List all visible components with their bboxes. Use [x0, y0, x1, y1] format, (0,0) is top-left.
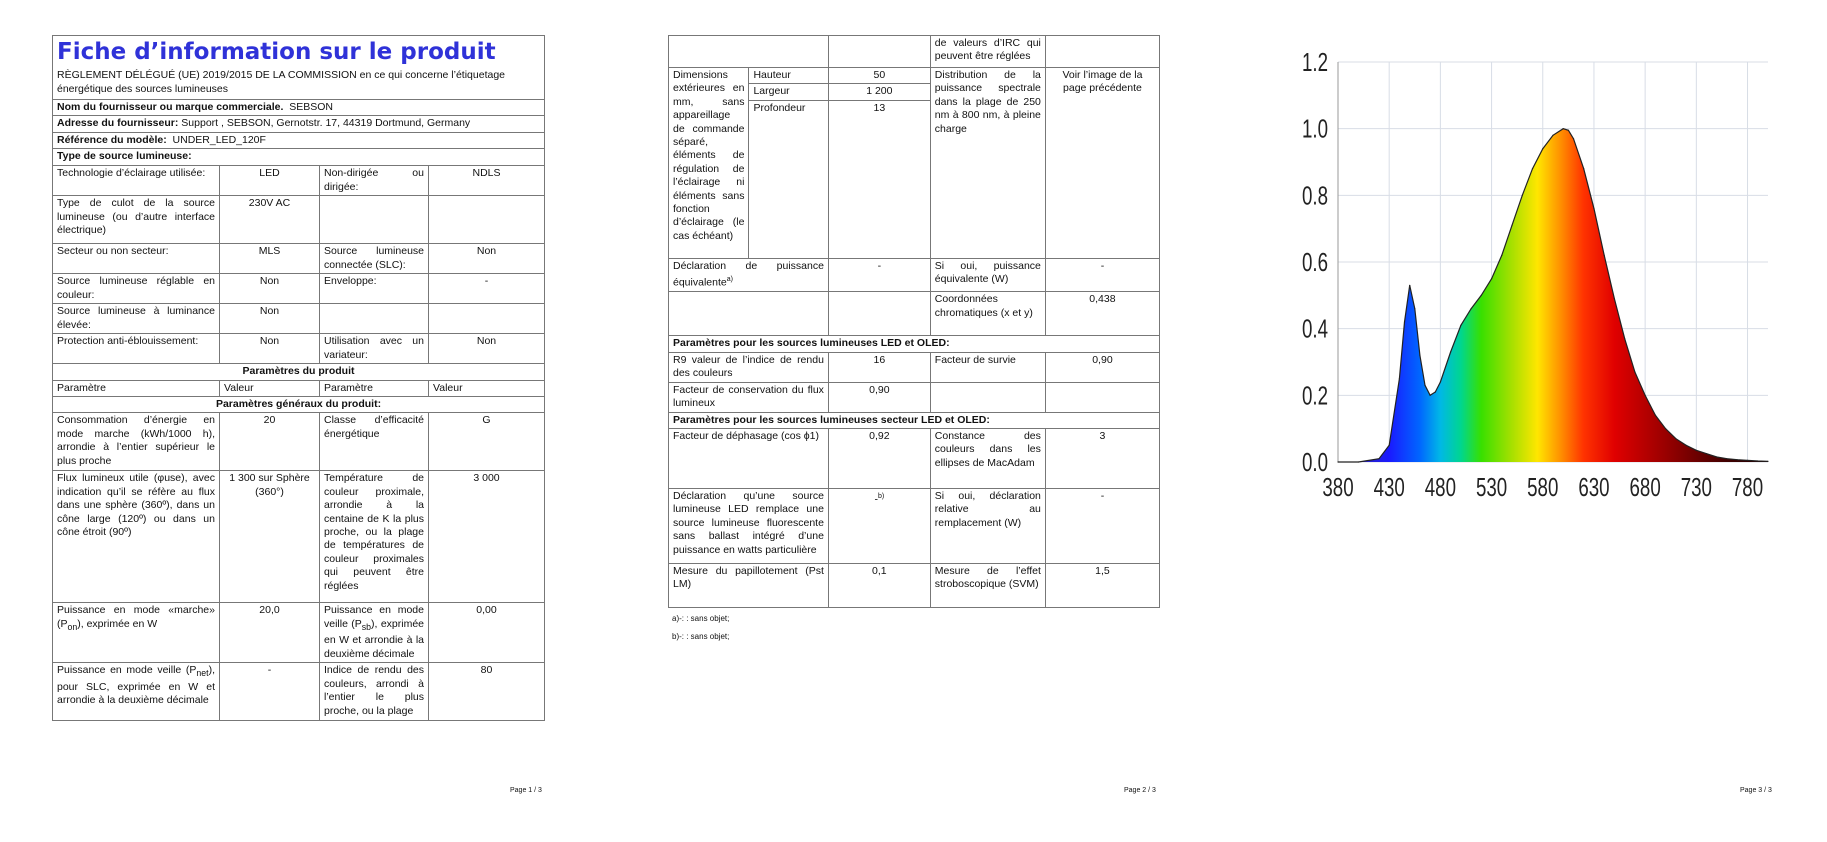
y-tick-label: 0.8	[1301, 180, 1328, 211]
y-tick-label: 1.0	[1301, 113, 1328, 144]
table-row: Largeur 1 200	[669, 84, 1160, 100]
spectrum-point	[1563, 128, 1564, 129]
spectrum-point	[1675, 438, 1676, 439]
table-row: Déclaration de puissance équivalente$^{a)}$ - Si oui, puissance équivalente (W) -	[669, 258, 1160, 291]
spectrum-point	[1665, 428, 1666, 429]
table-row: Consommation d’énergie en mode marche (kWh/1000 h), arrondie à l’entier supérieur le plus proche 20 Classe d’efficacité énergétique G	[53, 413, 545, 471]
mains-heading: Paramètres pour les sources lumineuses secteur LED et OLED:	[669, 412, 1160, 428]
spectrum-point	[1414, 308, 1415, 309]
y-tick-label: 0.4	[1301, 313, 1328, 344]
dimensions-row: Dimensions extérieures en mm, sans appareillage de commande séparé, éléments de régulation de l’éclairage ni éléments sans fonction d’éclairage (le cas échéant) Hauteur 50 Distribution de la puissance spectrale dans la plage de 250 nm à 800 nm, à pleine charge Voir l’image de la page précédente	[669, 68, 1160, 84]
page-number-1: Page 1 / 3	[510, 787, 542, 794]
table-row: Source lumineuse à luminance élevée: Non	[53, 304, 545, 334]
spectrum-point	[1716, 456, 1717, 457]
spectrum-point	[1424, 385, 1425, 386]
x-tick-label: 430	[1373, 471, 1405, 502]
table-row: R9 valeur de l’indice de rendu des couleurs 16 Facteur de survie 0,90	[669, 352, 1160, 382]
y-tick-label: 0.0	[1301, 446, 1328, 477]
spectrum-point	[1552, 135, 1553, 136]
table-row: Secteur ou non secteur: MLS Source lumineuse connectée (SLC): Non	[53, 244, 545, 274]
table-row: Puissance en mode «marche» $(P_{on})$, exprimée en W 20,0 Puissance en mode veille $(P_{sb})$, exprimée en W et arrondie à la deuxième décimale 0,00	[53, 603, 545, 663]
y-tick-label: 0.6	[1301, 246, 1328, 277]
page-number-2: Page 2 / 3	[1124, 787, 1156, 794]
table-row: Type de culot de la source lumineuse (ou d’autre interface électrique) 230V AC	[53, 196, 545, 244]
spectrum-point	[1573, 138, 1574, 139]
spectrum-point	[1737, 459, 1738, 460]
spectrum-point	[1645, 395, 1646, 396]
spectrum-point	[1430, 395, 1431, 396]
x-tick-label: 780	[1731, 471, 1764, 502]
spectrum-point	[1593, 208, 1594, 209]
y-tick-label: 1.2	[1301, 46, 1328, 77]
supplier-value: SEBSON	[289, 101, 333, 113]
table-row: Mesure du papillotement (Pst LM) 0,1 Mesure de l’effet stroboscopique (SVM) 1,5	[669, 563, 1160, 607]
spectrum-area	[1338, 129, 1768, 462]
product-params-heading: Paramètres du produit	[53, 364, 545, 380]
spectrum-point	[1501, 255, 1502, 256]
spectrum-point	[1419, 355, 1420, 356]
page-2	[668, 35, 1163, 800]
x-tick-label: 480	[1424, 471, 1456, 502]
table-row: de valeurs d’IRC qui peuvent être réglées	[669, 36, 1160, 68]
led-oled-heading: Paramètres pour les sources lumineuses LED et OLED:	[669, 336, 1160, 352]
spectrum-point	[1399, 378, 1400, 379]
table-row: Puissance en mode veille $(P_{net})$, pour SLC, exprimée en W et arrondie à la deuxième décimale - Indice de rendu des couleurs, arrondi à l’entier le plus proche, ou la plage 80	[53, 663, 545, 721]
spectrum-point	[1568, 130, 1569, 131]
spectrum-point	[1435, 391, 1436, 392]
spectrum-point	[1634, 371, 1635, 372]
page-number-3: Page 3 / 3	[1740, 787, 1772, 794]
spectrum-point	[1471, 308, 1472, 309]
spectrum-point	[1511, 225, 1512, 226]
y-tick-label: 0.2	[1301, 380, 1328, 411]
x-tick-label: 730	[1680, 471, 1712, 502]
spectrum-point	[1337, 461, 1338, 462]
spectrum-point	[1604, 255, 1605, 256]
product-info-table	[52, 35, 545, 721]
table-row: Technologie d’éclairage utilisée: LED Non-dirigée ou dirigée: NDLS	[53, 166, 545, 196]
spectrum-point	[1757, 460, 1758, 461]
general-params-heading: Paramètres généraux du produit:	[53, 397, 545, 413]
spectrum-point	[1706, 453, 1707, 454]
supplier-row: Nom du fournisseur ou marque commerciale. SEBSON	[53, 100, 545, 116]
product-info-table-2	[668, 35, 1160, 608]
table-row: Flux lumineux utile (φuse), avec indication qu’il se réfère au flux dans une sphère (360º), dans un cône large (120º) ou dans un cône étroit (90º) 1 300 sur Sphère (360°) Température de couleur proximale, arrondie à la centaine de K la plus proche, ou la plage de températures de couleur proximales qui peuvent être réglées 3 000	[53, 471, 545, 603]
spectrum-point	[1655, 415, 1656, 416]
spectrum-point	[1583, 168, 1584, 169]
spectrum-point	[1460, 325, 1461, 326]
spectrum-point	[1767, 461, 1768, 462]
column-headers: Paramètre Valeur Paramètre Valeur	[53, 380, 545, 396]
spectrum-point	[1491, 278, 1492, 279]
x-tick-label: 380	[1322, 471, 1354, 502]
spectrum-point	[1614, 298, 1615, 299]
spectrum-point	[1450, 351, 1451, 352]
spectrum-point	[1358, 461, 1359, 462]
footnote-a: a)-: : sans objet;	[672, 614, 730, 623]
spectrum-point	[1686, 445, 1687, 446]
x-tick-label: 680	[1629, 471, 1661, 502]
table-row: Facteur de déphasage (cos ϕ1) 0,92 Constance des couleurs dans les ellipses de MacAdam 3	[669, 428, 1160, 488]
page-1	[52, 35, 547, 800]
x-tick-label: 580	[1527, 471, 1559, 502]
spectrum-point	[1542, 148, 1543, 149]
regulation-text: RÈGLEMENT DÉLÉGUÉ (UE) 2019/2015 DE LA COMMISSION en ce qui concerne l’étiquetage énergétique des sources lumineuses	[57, 69, 506, 95]
page-title: Fiche d’information sur le produit	[57, 39, 496, 65]
spectrum-chart	[1290, 30, 1810, 550]
spectrum-point	[1389, 445, 1390, 446]
spectrum-point	[1532, 168, 1533, 169]
x-tick-label: 530	[1475, 471, 1508, 502]
table-row: Déclaration qu’une source lumineuse LED remplace une source lumineuse fluorescente sans ballast intégré d’une puissance en watts particulière -$^{b)}$ Si oui, déclaration relative au remplacement (W) -	[669, 488, 1160, 563]
spectrum-point	[1409, 285, 1410, 286]
spectrum-point	[1522, 195, 1523, 196]
model-row: Référence du modèle: UNDER_LED_120F	[53, 132, 545, 148]
source-type-heading: Type de source lumineuse:	[53, 149, 545, 166]
address-row: Adresse du fournisseur: Support , SEBSON, Gernotstr. 17, 44319 Dortmund, Germany	[53, 116, 545, 132]
spectrum-point	[1378, 458, 1379, 459]
table-row: Facteur de conservation du flux lumineux 0,90	[669, 382, 1160, 412]
footnote-b: b)-: : sans objet;	[672, 632, 730, 641]
spectrum-point	[1404, 321, 1405, 322]
spectrum-point	[1726, 458, 1727, 459]
table-row: Source lumineuse réglable en couleur: Non Enveloppe: -	[53, 274, 545, 304]
spectrum-point	[1440, 381, 1441, 382]
model-value: UNDER_LED_120F	[172, 133, 266, 146]
spectrum-point	[1624, 338, 1625, 339]
spectrum-point	[1481, 295, 1482, 296]
table-row: Protection anti-éblouissement: Non Utilisation avec un variateur: Non	[53, 334, 545, 364]
table-row: Profondeur 13	[669, 100, 1160, 258]
spectrum-point	[1696, 450, 1697, 451]
table-row: Coordonnées chromatiques (x et y) 0,438	[669, 292, 1160, 336]
spectrum-point	[1747, 460, 1748, 461]
x-tick-label: 630	[1578, 471, 1610, 502]
address-value: Support , SEBSON, Gernotstr. 17, 44319 Dortmund, Germany	[181, 117, 471, 130]
